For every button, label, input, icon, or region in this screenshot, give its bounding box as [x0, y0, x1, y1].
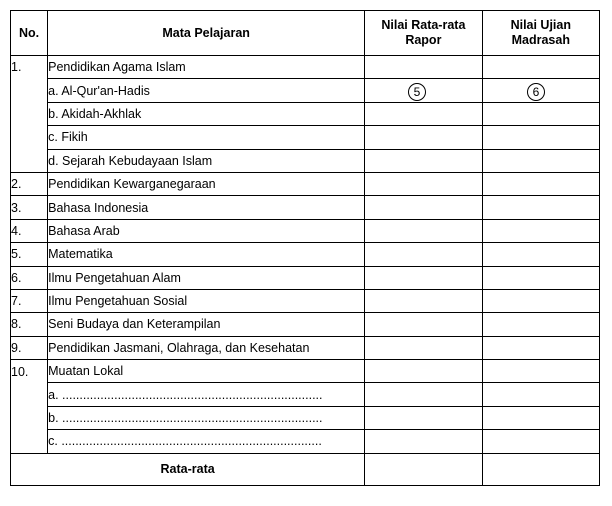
table-row: [11, 383, 600, 406]
row-number: [11, 149, 48, 172]
table-row: [11, 336, 600, 359]
exam-score-cell[interactable]: [482, 243, 599, 266]
table-row: [11, 360, 600, 383]
row-number: [11, 406, 48, 429]
report-average-cell[interactable]: [365, 383, 482, 406]
subject-name: Seni Budaya dan Keterampilan: [48, 313, 365, 336]
subject-name: Ilmu Pengetahuan Alam: [48, 266, 365, 289]
exam-score-cell[interactable]: [482, 383, 599, 406]
grades-table: [10, 10, 600, 486]
row-number: 5.: [11, 243, 48, 266]
exam-score-cell[interactable]: [482, 126, 599, 149]
exam-score-cell[interactable]: [482, 149, 599, 172]
row-number: [11, 430, 48, 453]
header-subject: Mata Pelajaran: [48, 11, 365, 56]
average-row: [11, 453, 600, 485]
table-row: [11, 196, 600, 219]
report-average-cell[interactable]: [365, 243, 482, 266]
subject-name: Matematika: [48, 243, 365, 266]
row-number: 10.: [11, 360, 48, 383]
table-row: [11, 219, 600, 242]
report-average-cell[interactable]: [365, 406, 482, 429]
report-average-cell[interactable]: [365, 430, 482, 453]
table-row: [11, 289, 600, 312]
average-label: Rata-rata: [11, 453, 365, 485]
callout-marker-report: 5: [408, 83, 426, 101]
header-report-average: Nilai Rata-rata Rapor: [365, 11, 482, 56]
subject-name: Pendidikan Kewarganegaraan: [48, 172, 365, 195]
subject-subitem: a. Al-Qur'an-Hadis: [48, 79, 365, 102]
report-average-cell[interactable]: [365, 266, 482, 289]
subject-subitem: b. Akidah-Akhlak: [48, 102, 365, 125]
report-average-cell[interactable]: [365, 56, 482, 79]
report-average-cell[interactable]: [365, 219, 482, 242]
row-number: 9.: [11, 336, 48, 359]
report-average-cell[interactable]: [365, 313, 482, 336]
subject-name: Bahasa Arab: [48, 219, 365, 242]
subject-name: Bahasa Indonesia: [48, 196, 365, 219]
exam-score-cell[interactable]: [482, 56, 599, 79]
exam-score-cell[interactable]: [482, 336, 599, 359]
table-row: [11, 266, 600, 289]
exam-score-cell[interactable]: [482, 219, 599, 242]
subject-name: Pendidikan Agama Islam: [48, 56, 365, 79]
report-average-cell[interactable]: [365, 126, 482, 149]
callout-marker-exam: 6: [527, 83, 545, 101]
exam-score-cell[interactable]: [482, 289, 599, 312]
exam-score-cell[interactable]: [482, 430, 599, 453]
exam-score-cell[interactable]: [482, 196, 599, 219]
row-number: [11, 102, 48, 125]
subject-name: Pendidikan Jasmani, Olahraga, dan Kesehatan: [48, 336, 365, 359]
report-average-cell[interactable]: [365, 149, 482, 172]
report-average-cell[interactable]: [365, 360, 482, 383]
row-number: 4.: [11, 219, 48, 242]
header-row: [11, 11, 600, 56]
header-no: No.: [11, 11, 48, 56]
subject-subitem: d. Sejarah Kebudayaan Islam: [48, 149, 365, 172]
subject-subitem: c. Fikih: [48, 126, 365, 149]
row-number: 2.: [11, 172, 48, 195]
row-number: [11, 383, 48, 406]
table-row: [11, 126, 600, 149]
average-report-cell[interactable]: [365, 453, 482, 485]
exam-score-cell[interactable]: [482, 406, 599, 429]
report-average-cell[interactable]: [365, 196, 482, 219]
table-row: [11, 149, 600, 172]
table-row: [11, 430, 600, 453]
row-number: [11, 126, 48, 149]
table-row: [11, 56, 600, 79]
exam-score-cell[interactable]: [482, 360, 599, 383]
table-row: [11, 406, 600, 429]
row-number: [11, 79, 48, 102]
exam-score-cell[interactable]: [482, 102, 599, 125]
exam-score-cell[interactable]: [482, 313, 599, 336]
report-average-cell[interactable]: [365, 336, 482, 359]
report-average-cell[interactable]: [365, 289, 482, 312]
subject-subitem: c. ...........................................................................: [48, 430, 365, 453]
table-row: [11, 243, 600, 266]
row-number: 7.: [11, 289, 48, 312]
subject-subitem: a. ...........................................................................: [48, 383, 365, 406]
average-exam-cell[interactable]: [482, 453, 599, 485]
table-row: [11, 102, 600, 125]
row-number: 3.: [11, 196, 48, 219]
row-number: 8.: [11, 313, 48, 336]
row-number: 1.: [11, 56, 48, 79]
subject-name: Muatan Lokal: [48, 360, 365, 383]
report-average-cell[interactable]: [365, 172, 482, 195]
header-exam-score: Nilai Ujian Madrasah: [482, 11, 599, 56]
exam-score-cell[interactable]: [482, 266, 599, 289]
table-row: [11, 79, 600, 102]
table-row: [11, 313, 600, 336]
table-row: [11, 172, 600, 195]
subject-subitem: b. ...........................................................................: [48, 406, 365, 429]
exam-score-cell[interactable]: [482, 172, 599, 195]
row-number: 6.: [11, 266, 48, 289]
subject-name: Ilmu Pengetahuan Sosial: [48, 289, 365, 312]
report-average-cell[interactable]: [365, 102, 482, 125]
